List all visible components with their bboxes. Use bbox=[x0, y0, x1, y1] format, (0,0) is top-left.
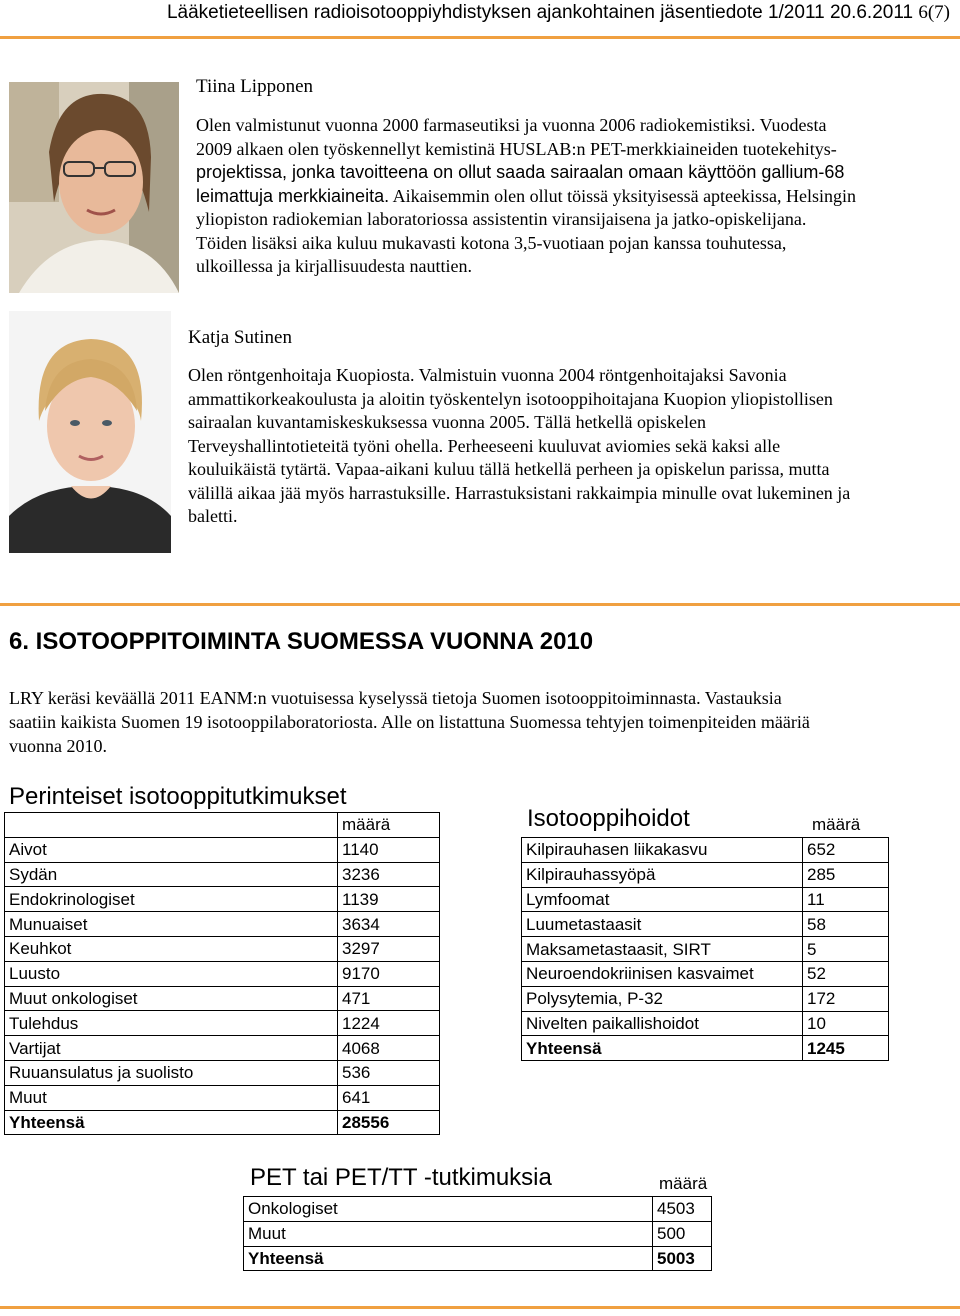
row-label: Endokrinologiset bbox=[5, 887, 338, 912]
row-label: Luumetastaasit bbox=[522, 912, 803, 937]
table-row bbox=[5, 887, 440, 912]
bio-line: ulkoillessa ja kirjallisuudesta nauttien. bbox=[196, 256, 472, 276]
bio-line: Olen röntgenhoitaja Kuopiosta. Valmistuin vuonna 2004 röntgenhoitajaksi Savonia bbox=[188, 365, 787, 385]
row-label: Luusto bbox=[5, 961, 338, 986]
table-isotope-therapies bbox=[521, 837, 889, 1061]
bio-line: Töiden lisäksi aika kuluu mukavasti kotona 3,5-vuotiaan pojan kanssa touhutessa, bbox=[196, 232, 787, 253]
intro-line: vuonna 2010. bbox=[9, 736, 107, 756]
row-value: 471 bbox=[338, 986, 440, 1011]
row-value: 5 bbox=[803, 937, 889, 962]
table-row bbox=[5, 986, 440, 1011]
bio-line: yliopiston radiokemian laboratoriossa assistentin viransijaisena ja jatko-opiskelijana. bbox=[196, 209, 807, 229]
row-value: 285 bbox=[803, 862, 889, 887]
bio-line: leimattuja merkkiaineita. Aikaisemmin olen ollut töissä yksityisessä apteekissa, Helsingin bbox=[196, 185, 857, 206]
total-value: 28556 bbox=[338, 1110, 440, 1135]
bio-line: Olen valmistunut vuonna 2000 farmaseutiksi ja vuonna 2006 radiokemistiksi. Vuodesta bbox=[196, 115, 827, 135]
row-value: 641 bbox=[338, 1085, 440, 1110]
row-label: Muut bbox=[244, 1221, 653, 1246]
header-title: Lääketieteellisen radioisotooppiyhdistyksen ajankohtainen jäsentiedote 1/2011 20.6.2011 bbox=[166, 2, 914, 23]
row-value: 172 bbox=[803, 986, 889, 1011]
row-value: 58 bbox=[803, 912, 889, 937]
row-label: Neuroendokriinisen kasvaimet bbox=[522, 961, 803, 986]
row-value: 1140 bbox=[338, 837, 440, 862]
bio-line: kouluikäistä tytärtä. Vapaa-aikani kuluu tällä hetkellä perheen ja opiskelun parissa, mutta bbox=[188, 459, 830, 479]
section-divider bbox=[0, 603, 960, 606]
table-row bbox=[5, 1036, 440, 1061]
bio-line: baletti. bbox=[188, 506, 238, 526]
row-value: 4503 bbox=[653, 1197, 712, 1222]
row-label: Vartijat bbox=[5, 1036, 338, 1061]
total-label: Yhteensä bbox=[5, 1110, 338, 1135]
row-value: 536 bbox=[338, 1060, 440, 1085]
row-value: 4068 bbox=[338, 1036, 440, 1061]
table-row bbox=[5, 1011, 440, 1036]
portrait-photo-katja bbox=[9, 311, 171, 553]
table-row bbox=[522, 887, 889, 912]
table-row bbox=[5, 912, 440, 937]
row-value: 10 bbox=[803, 1011, 889, 1036]
bio-line: Terveyshallintotieteitä työni ohella. Perheeseeni kuuluvat aviomies sekä kaksi alle bbox=[188, 435, 781, 456]
row-label: Kilpirauhassyöpä bbox=[522, 862, 803, 887]
table-row bbox=[5, 1085, 440, 1110]
table-title-therapies: Isotooppihoidot bbox=[527, 805, 690, 832]
row-label: Polysytemia, P-32 bbox=[522, 986, 803, 1011]
total-value: 5003 bbox=[653, 1246, 712, 1271]
total-value: 1245 bbox=[803, 1036, 889, 1061]
row-label: Kilpirauhasen liikakasvu bbox=[522, 838, 803, 863]
intro-line: saatiin kaikista Suomen 19 isotooppilaboratoriosta. Alle on listattuna Suomessa tehtyjen toimenpiteiden määriä bbox=[9, 712, 810, 732]
footer-divider bbox=[0, 1306, 960, 1309]
table-cell bbox=[5, 813, 338, 838]
row-value: 3634 bbox=[338, 912, 440, 937]
table-unit-therapies: määrä bbox=[812, 815, 861, 834]
person-name-katja: Katja Sutinen bbox=[188, 327, 292, 348]
table-total-row bbox=[244, 1246, 712, 1271]
table-row bbox=[522, 838, 889, 863]
table-row bbox=[5, 1060, 440, 1085]
person-name-tiina: Tiina Lipponen bbox=[196, 76, 313, 97]
row-label: Ruuansulatus ja suolisto bbox=[5, 1060, 338, 1085]
row-label: Muut bbox=[5, 1085, 338, 1110]
intro-line: LRY keräsi keväällä 2011 EANM:n vuotuisessa kyselyssä tietoja Suomen isotooppitoiminnasta. Vastauksia bbox=[9, 688, 782, 708]
row-value: 652 bbox=[803, 838, 889, 863]
row-value: 500 bbox=[653, 1221, 712, 1246]
table-row bbox=[522, 912, 889, 937]
section-heading: 6. ISOTOOPPITOIMINTA SUOMESSA VUONNA 2010 bbox=[9, 628, 594, 655]
table-total-row bbox=[522, 1036, 889, 1061]
table-row bbox=[522, 937, 889, 962]
row-label: Muut onkologiset bbox=[5, 986, 338, 1011]
row-label: Nivelten paikallishoidot bbox=[522, 1011, 803, 1036]
table-traditional-studies bbox=[4, 812, 440, 1135]
table-row bbox=[522, 862, 889, 887]
table-row bbox=[522, 986, 889, 1011]
table-header-row bbox=[5, 813, 440, 838]
row-value: 3297 bbox=[338, 936, 440, 961]
row-label: Munuaiset bbox=[5, 912, 338, 937]
header-bar bbox=[0, 0, 960, 39]
table-unit-pet: määrä bbox=[659, 1174, 708, 1193]
table-title-traditional: Perinteiset isotooppitutkimukset bbox=[9, 783, 347, 810]
bio-line: sairaalan kuvantamiskeskuksessa vuonna 2005. Tällä hetkellä opiskelen bbox=[188, 412, 707, 432]
table-title-pet: PET tai PET/TT -tutkimuksia bbox=[250, 1164, 552, 1191]
header-text bbox=[167, 2, 950, 24]
person-bio-katja bbox=[188, 364, 952, 529]
row-value: 3236 bbox=[338, 862, 440, 887]
row-label: Keuhkot bbox=[5, 936, 338, 961]
row-label: Lymfoomat bbox=[522, 887, 803, 912]
table-row bbox=[5, 961, 440, 986]
person-bio-tiina bbox=[196, 114, 952, 279]
table-pet-studies bbox=[243, 1196, 712, 1271]
row-label: Onkologiset bbox=[244, 1197, 653, 1222]
table-row bbox=[522, 1011, 889, 1036]
table-row bbox=[244, 1221, 712, 1246]
total-label: Yhteensä bbox=[244, 1246, 653, 1271]
table-row bbox=[244, 1197, 712, 1222]
table-row bbox=[5, 837, 440, 862]
row-value: 11 bbox=[803, 887, 889, 912]
table-total-row bbox=[5, 1110, 440, 1135]
section-intro bbox=[9, 686, 952, 758]
row-value: 1139 bbox=[338, 887, 440, 912]
bio-line: välillä aikaa jää myös harrastuksille. Harrastuksistani rakkaimpia minulle ovat lukeminen ja bbox=[188, 482, 851, 503]
table-row bbox=[522, 961, 889, 986]
row-label: Maksametastaasit, SIRT bbox=[522, 937, 803, 962]
table-cell-unit: määrä bbox=[338, 813, 440, 838]
row-value: 1224 bbox=[338, 1011, 440, 1036]
row-label: Aivot bbox=[5, 837, 338, 862]
row-label: Sydän bbox=[5, 862, 338, 887]
bio-line: 2009 alkaen olen työskennellyt kemistinä HUSLAB:n PET-merkkiaineiden tuotekehitys- bbox=[196, 138, 837, 159]
row-label: Tulehdus bbox=[5, 1011, 338, 1036]
page-number: 6(7) bbox=[918, 2, 950, 23]
table-row bbox=[5, 936, 440, 961]
row-value: 52 bbox=[803, 961, 889, 986]
total-label: Yhteensä bbox=[522, 1036, 803, 1061]
bio-line: projektissa, jonka tavoitteena on ollut saada sairaalan omaan käyttöön gallium-68 bbox=[196, 162, 845, 182]
table-row bbox=[5, 862, 440, 887]
bio-line: ammattikorkeakoulusta ja aloitin työskentelyn isotooppihoitajana Kuopion yliopistollisen bbox=[188, 388, 833, 409]
row-value: 9170 bbox=[338, 961, 440, 986]
portrait-photo-tiina bbox=[9, 82, 179, 293]
